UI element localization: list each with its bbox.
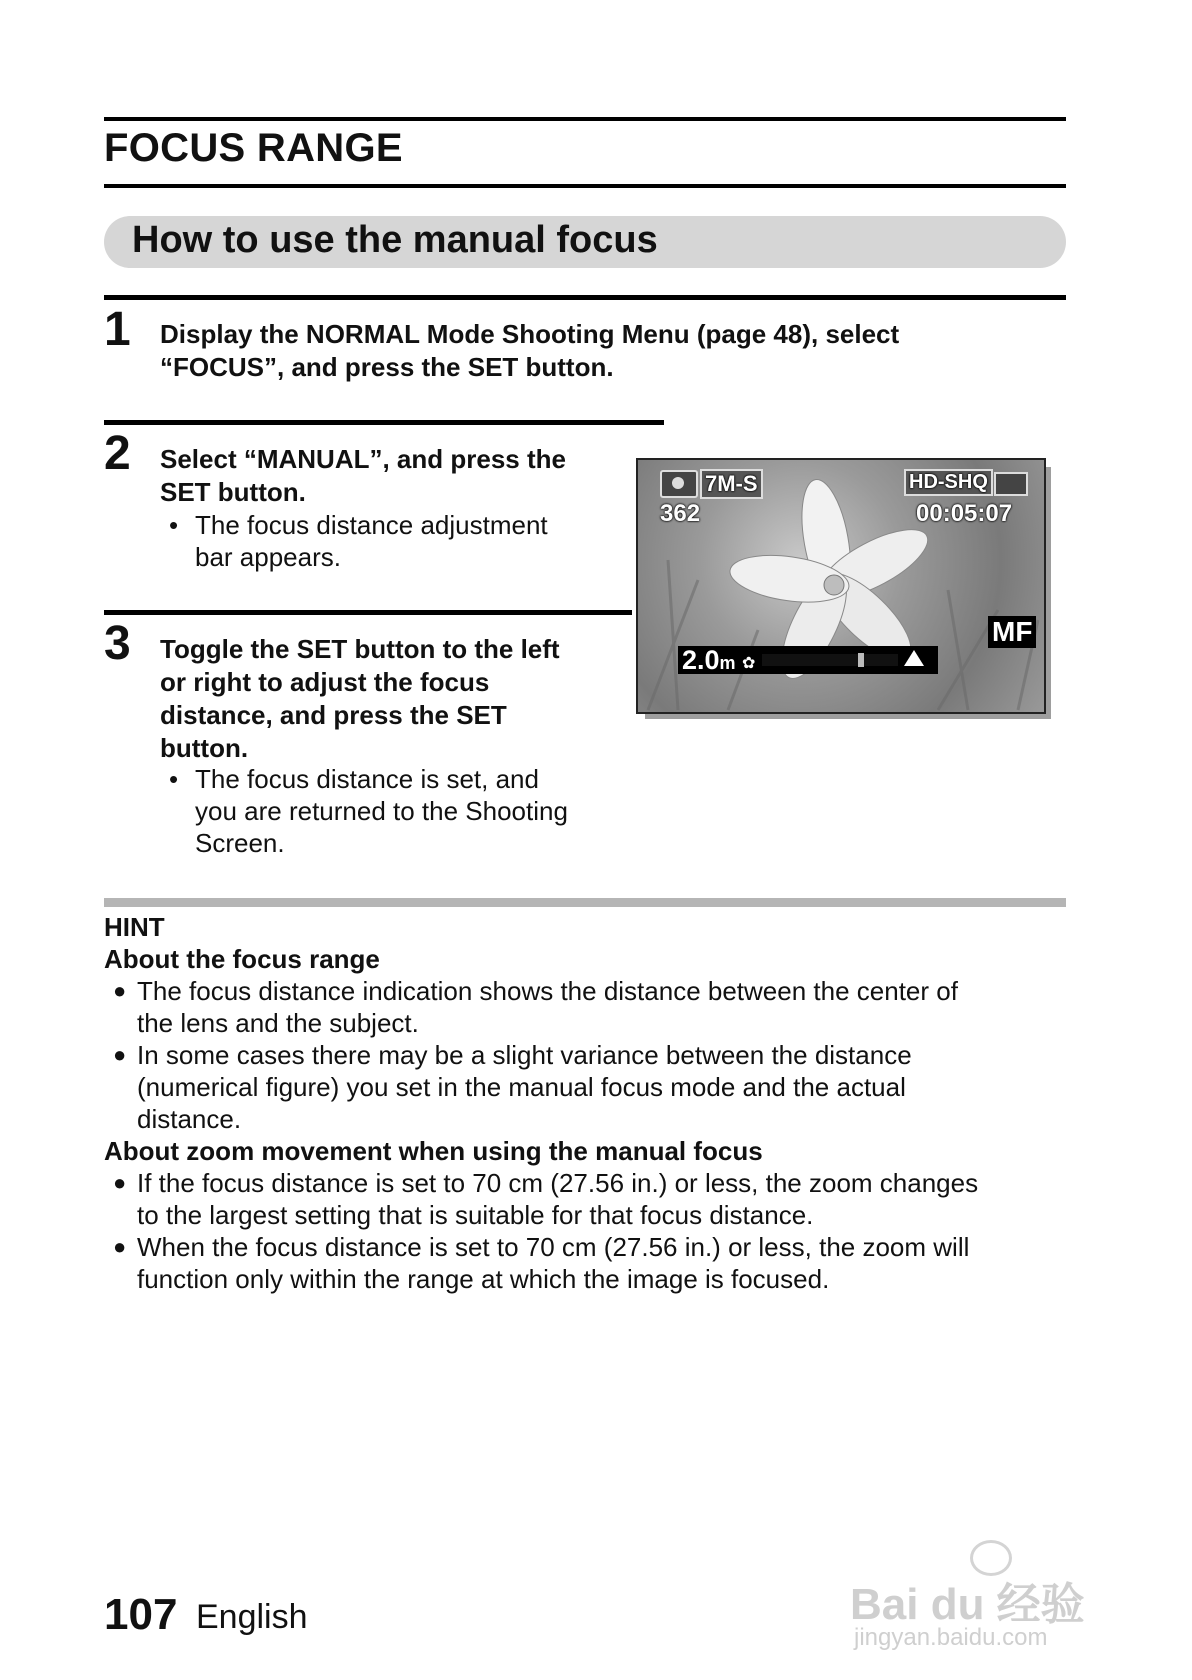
time-remaining: 00:05:07 [916, 500, 1013, 527]
hint-divider [104, 898, 1066, 907]
watermark-brand: Bai du 经验 [850, 1580, 1085, 1629]
macro-flower-icon: ✿ [742, 655, 756, 672]
hint-item: ● When the focus distance is set to 70 cm (27.56 in.) or less, the zoom will function only within the range at which the image is focused. [113, 1232, 970, 1294]
hint-item: ● If the focus distance is set to 70 cm (27.56 in.) or less, the zoom changes to the largest setting that is suitable for that focus distance. [113, 1168, 979, 1230]
title-top-rule [104, 117, 1066, 121]
step-1-text: Display the NORMAL Mode Shooting Menu (page 48), select “FOCUS”, and press the SET button. [160, 319, 900, 382]
manual-focus-indicator: MF [988, 616, 1036, 648]
page-title: FOCUS RANGE [104, 126, 403, 170]
shots-remaining: 362 [660, 500, 701, 527]
focus-position-marker [858, 653, 864, 667]
hint-item: ● In some cases there may be a slight variance between the distance (numerical figure) you set in the manual focus mode and the actual distance. [113, 1040, 912, 1134]
focus-distance-value: 2.0m [682, 645, 736, 675]
page-language: English [196, 1598, 308, 1636]
section-subtitle: How to use the manual focus [132, 219, 658, 261]
hint-heading-zoom-movement: About zoom movement when using the manual focus [104, 1136, 763, 1166]
watermark-url: jingyan.baidu.com [854, 1624, 1048, 1651]
hint-heading-focus-range: About the focus range [104, 944, 380, 974]
camera-icon [660, 470, 698, 498]
step-3-number: 3 [104, 617, 131, 670]
video-camera-icon [994, 472, 1028, 496]
step-3-rule [104, 610, 632, 615]
video-mode-indicator: HD-SHQ [904, 469, 993, 496]
hint-label: HINT [104, 912, 165, 942]
page-number: 107 [104, 1590, 178, 1639]
step-1-rule [104, 295, 1066, 300]
step-2-text: Select “MANUAL”, and press the SET button. [160, 444, 566, 507]
mountain-icon [904, 650, 924, 666]
camera-screen [636, 458, 1046, 714]
step-1-number: 1 [104, 303, 131, 356]
step-2-number: 2 [104, 427, 131, 480]
resolution-indicator: 7M-S [700, 469, 763, 499]
step-3-bullet: • The focus distance is set, and you are returned to the Shooting Screen. [169, 764, 568, 858]
title-bottom-rule [104, 184, 1066, 188]
hint-item: ● The focus distance indication shows the distance between the center of the lens and the subject. [113, 976, 958, 1038]
step-2-rule [104, 420, 664, 425]
step-2-bullet: • The focus distance adjustment bar appears. [169, 510, 548, 572]
step-3-text: Toggle the SET button to the left or right to adjust the focus distance, and press the SET button. [160, 634, 560, 763]
focus-track [762, 654, 898, 666]
